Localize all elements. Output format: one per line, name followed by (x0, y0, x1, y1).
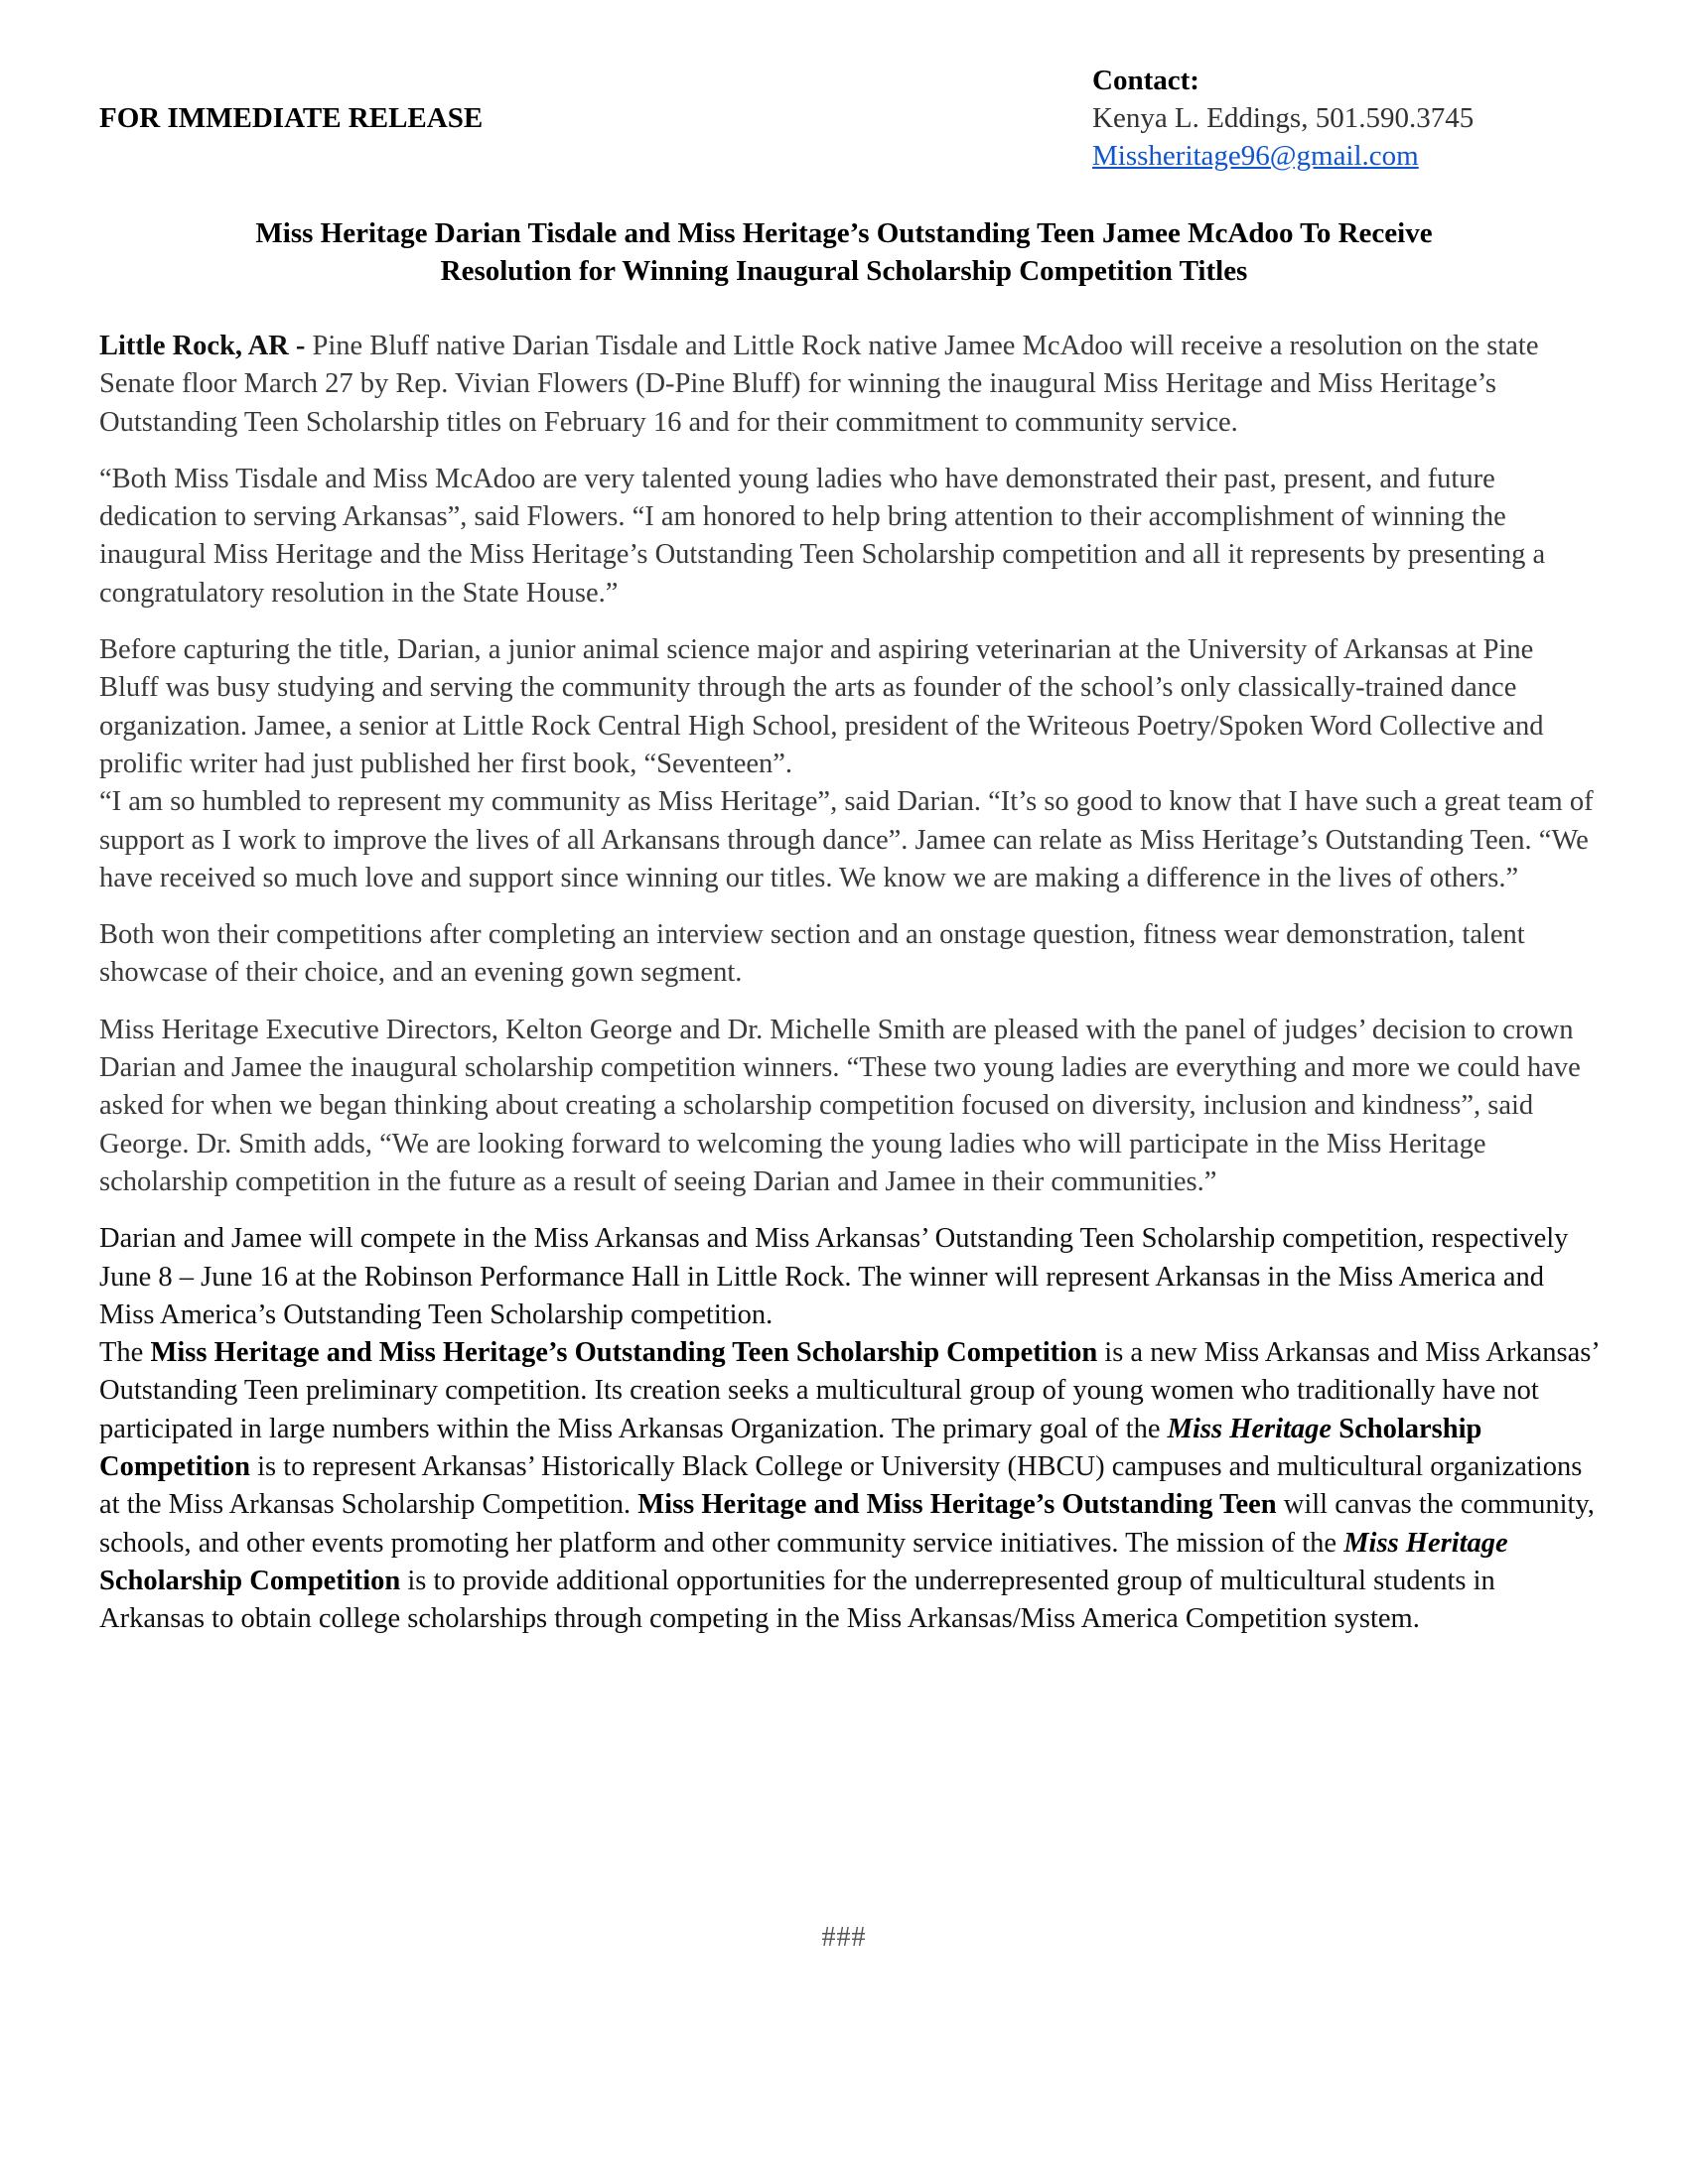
release-label: FOR IMMEDIATE RELEASE (99, 102, 484, 134)
contact-label: Contact: (1092, 65, 1199, 96)
contact-email-link[interactable]: Missheritage96@gmail.com (1092, 140, 1419, 172)
contact-name-phone: Kenya L. Eddings, 501.590.3745 (1092, 102, 1475, 134)
paragraph-4: Both won their competitions after completing an interview section and an onstage question, fitness wear demonstration, talent showcase of their choice, and an evening gown segment. (99, 919, 1525, 989)
headline (119, 214, 1569, 290)
paragraph-6a: Darian and Jamee will compete in the Miss Arkansas and Miss Arkansas’ Outstanding Teen Scholarship competition, respectively June 8 – June 16 at the Robinson Performance Hall in Little Rock. The winner will represent Arkansas in the Miss America and Miss America’s Outstanding Teen Scholarship competition. (99, 1223, 1569, 1330)
paragraph-2: “Both Miss Tisdale and Miss McAdoo are very talented young ladies who have demonstrated their past, present, and future dedication to serving Arkansas”, said Flowers. “I am honored to help bring attention to their accomplishment of winning the inaugural Miss Heritage and the Miss Heritage’s Outstanding Teen Scholarship competition and all it represents by presenting a congratulatory resolution in the State House.” (99, 463, 1546, 609)
dateline: Little Rock, AR - (99, 331, 306, 361)
p6b-text-4: will canvas the community, schools, and other events promoting her platform and other community service initiatives. The mission of the (99, 1489, 1595, 1559)
headline-line-2: Resolution for Winning Inaugural Scholarship Competition Titles (440, 255, 1248, 287)
contact-block (1092, 62, 1648, 175)
p6b-text-2: is a new Miss Arkansas and Miss Arkansas’ Outstanding Teen preliminary competition. Its creation seeks a multicultural group of young women who traditionally have not participated in large numbers within the Miss Arkansas Organization. The primary goal of the (99, 1337, 1599, 1444)
p6b-bold-3: Miss Heritage and Miss Heritage’s Outstanding Teen (637, 1489, 1277, 1521)
paragraph-1-text: Pine Bluff native Darian Tisdale and Little Rock native Jamee McAdoo will receive a resolution on the state Senate floor March 27 by Rep. Vivian Flowers (D-Pine Bluff) for winning the inaugural Miss Heritage and Miss Heritage’s Outstanding Teen Scholarship titles on February 16 and for their commitment to community service. (99, 331, 1539, 438)
paragraph-3b: “I am so humbled to represent my community as Miss Heritage”, said Darian. “It’s so good to know that I have such a great team of support as I work to improve the lives of all Arkansans through dance”. Jamee can relate as Miss Heritage’s Outstanding Teen. “We have received so much love and support since winning our titles. We know we are making a difference in the lives of others.” (99, 786, 1594, 893)
p6b-text-3: is to represent Arkansas’ Historically Black College or University (HBCU) campuses and multicultural organizations at the Miss Arkansas Scholarship Competition. (99, 1451, 1583, 1521)
p6b-bold-2: Scholarship Competition (99, 1413, 1482, 1483)
paragraph-3a: Before capturing the title, Darian, a junior animal science major and aspiring veterinarian at the University of Arkansas at Pine Bluff was busy studying and serving the community through the arts as founder of the school’s only classically-trained dance organization. Jamee, a senior at Little Rock Central High School, president of the Writeous Poetry/Spoken Word Collective and prolific writer had just published her first book, “Seventeen”. (99, 634, 1544, 779)
p6b-bold-4: Scholarship Competition (99, 1565, 401, 1596)
article-body (99, 328, 1599, 1658)
p6b-bold-1: Miss Heritage and Miss Heritage’s Outstanding Teen Scholarship Competition (150, 1337, 1098, 1369)
end-mark: ### (821, 1922, 867, 1953)
paragraph-1 (99, 328, 1599, 442)
paragraph-5: Miss Heritage Executive Directors, Kelton George and Dr. Michelle Smith are pleased with the panel of judges’ decision to crown Darian and Jamee the inaugural scholarship competition winners. “These two young ladies are everything and more we could have asked for when we began thinking about creating a scholarship competition focused on diversity, inclusion and kindness”, said George. Dr. Smith adds, “We are looking forward to welcoming the young ladies who will participate in the Miss Heritage scholarship competition in the future as a result of seeing Darian and Jamee in their communities.” (99, 1014, 1581, 1197)
headline-line-1: Miss Heritage Darian Tisdale and Miss Heritage’s Outstanding Teen Jamee McAdoo To Receive (255, 217, 1433, 249)
p6b-italic-2: Miss Heritage (1343, 1527, 1508, 1559)
p6b-text-1: The (99, 1337, 151, 1369)
p6b-text-5: is to provide additional opportunities for the underrepresented group of multicultural students in Arkansas to obtain college scholarships through competing in the Miss Arkansas/Miss America Competition system. (99, 1565, 1495, 1635)
p6b-italic-1: Miss Heritage (1167, 1413, 1333, 1444)
paragraph-6b (99, 1334, 1599, 1638)
